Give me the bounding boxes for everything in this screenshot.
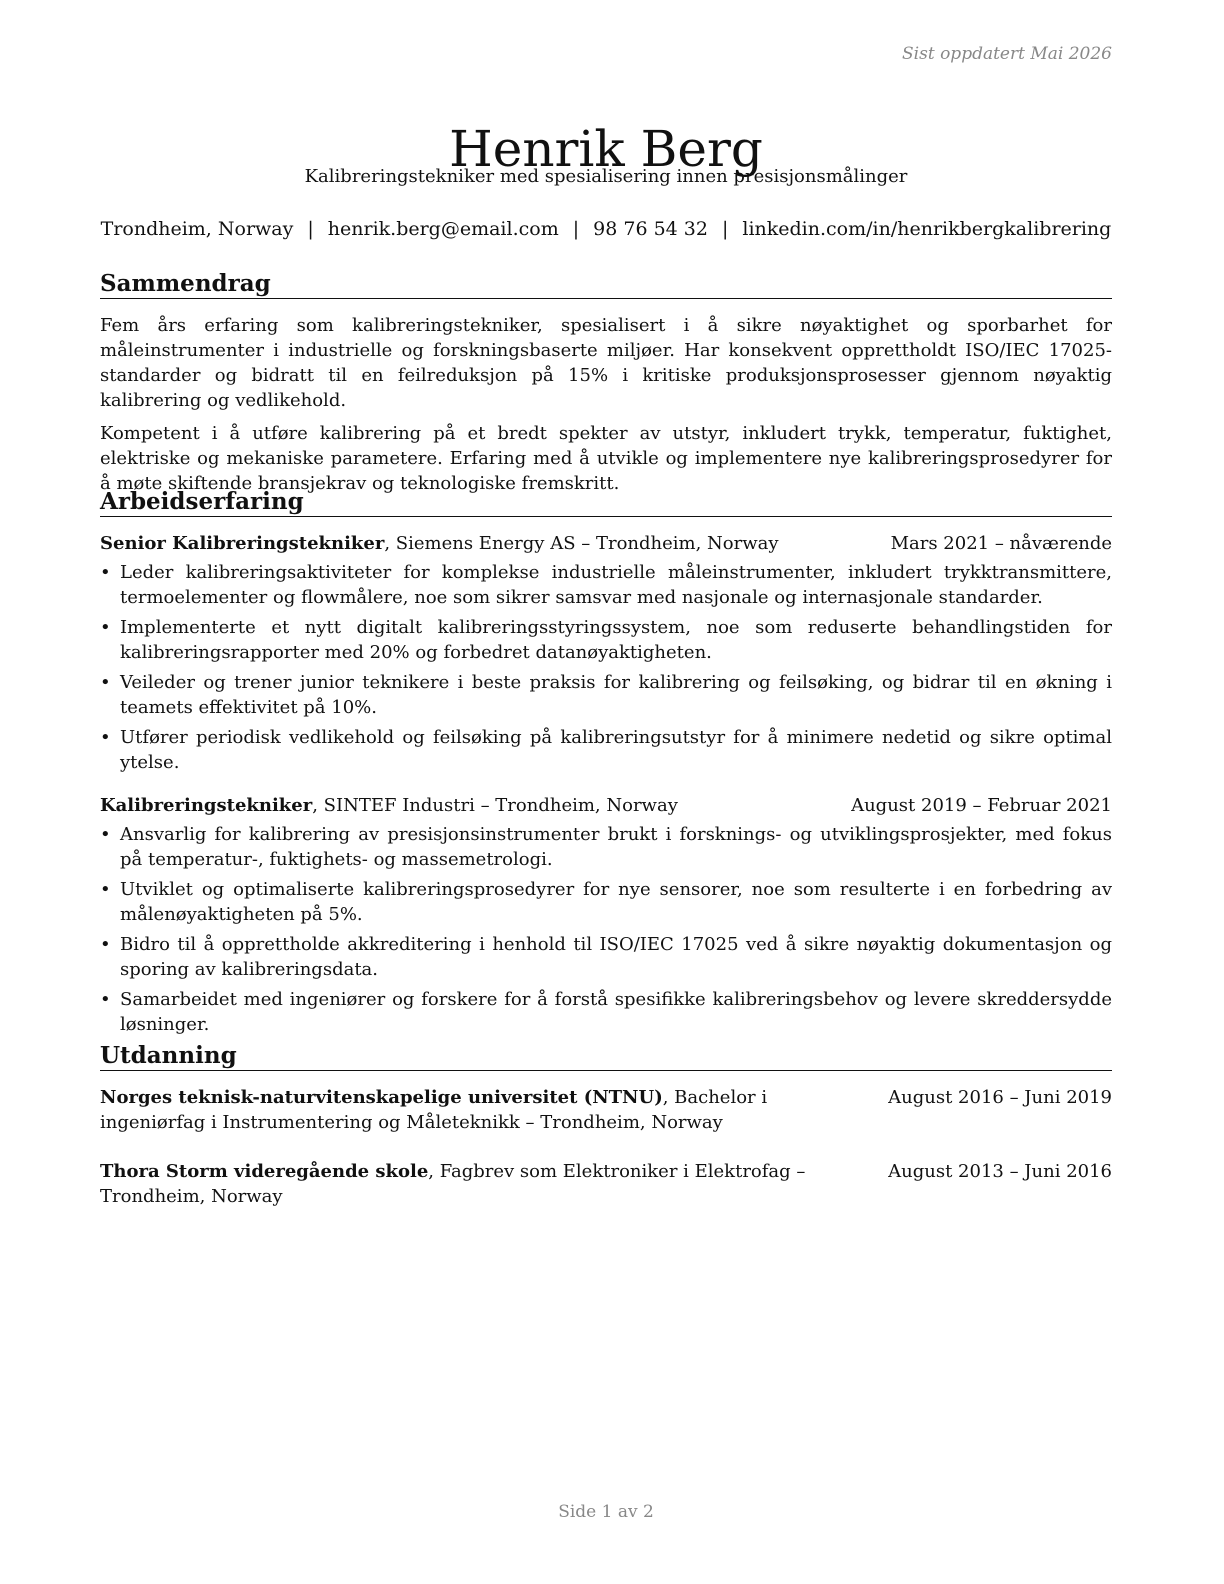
job-entry bbox=[100, 531, 1112, 775]
contact-separator: | bbox=[721, 218, 729, 240]
candidate-name: Henrik Berg bbox=[449, 119, 763, 178]
summary-section bbox=[100, 270, 1112, 496]
education-dates: August 2016 – Juni 2019 bbox=[888, 1087, 1112, 1108]
contact-email[interactable]: henrik.berg@email.com bbox=[327, 218, 559, 240]
job-header bbox=[100, 531, 1112, 556]
job-dates: August 2019 – Februar 2021 bbox=[851, 795, 1112, 816]
list-item: • Utfører periodisk vedlikehold og feilsøking på kalibreringsutstyr for å minimere nedetid og sikre optimal ytelse. bbox=[120, 725, 1112, 775]
job-org: , SINTEF Industri – Trondheim, Norway bbox=[312, 795, 678, 816]
experience-section bbox=[100, 488, 1112, 1042]
section-title-summary: Sammendrag bbox=[100, 270, 1112, 299]
education-entry bbox=[100, 1085, 1112, 1135]
job-role: Kalibreringstekniker bbox=[100, 795, 313, 816]
section-title-education: Utdanning bbox=[100, 1042, 1112, 1071]
job-title-line bbox=[100, 793, 851, 818]
headline: Kalibreringstekniker med spesialisering innen presisjonsmålinger bbox=[304, 166, 908, 187]
list-item: • Implementerte et nytt digitalt kalibreringsstyringssystem, noe som reduserte behandlingstiden for kalibreringsrapporter med 20% og forbedret datanøyaktigheten. bbox=[120, 615, 1112, 665]
list-item: • Samarbeidet med ingeniører og forskere for å forstå spesifikke kalibreringsbehov og levere skreddersydde løsninger. bbox=[120, 987, 1112, 1037]
contact-phone: 98 76 54 32 bbox=[593, 218, 708, 240]
list-item: • Bidro til å opprettholde akkreditering i henhold til ISO/IEC 17025 ved å sikre nøyaktig dokumentasjon og sporing av kalibreringsdata. bbox=[120, 932, 1112, 982]
section-title-experience: Arbeidserfaring bbox=[100, 488, 1112, 517]
job-title-line bbox=[100, 531, 891, 556]
education-title-line bbox=[100, 1159, 888, 1209]
last-updated: Sist oppdatert Mai 2026 bbox=[902, 44, 1112, 64]
summary-paragraph: Fem års erfaring som kalibreringstekniker, spesialisert i å sikre nøyaktighet og sporbarhet for måleinstrumenter i industrielle og forskningsbaserte miljøer. Har konsekvent opprettholdt ISO/IEC 17025-standarder og bidratt til en feilreduksjon på 15% i kritiske produksjonsprosesser gjennom nøyaktig kalibrering og vedlikehold. bbox=[100, 315, 1112, 411]
education-title-line bbox=[100, 1085, 888, 1135]
job-role: Senior Kalibreringstekniker bbox=[100, 533, 385, 554]
education-school: Thora Storm videregående skole bbox=[100, 1161, 429, 1182]
education-school: Norges teknisk-naturvitenskapelige universitet (NTNU) bbox=[100, 1087, 663, 1108]
education-dates: August 2013 – Juni 2016 bbox=[888, 1161, 1112, 1182]
list-item: • Ansvarlig for kalibrering av presisjonsinstrumenter brukt i forsknings- og utviklingsprosjekter, med fokus på temperatur-, fuktighets- og massemetrologi. bbox=[120, 822, 1112, 872]
list-item: • Utviklet og optimaliserte kalibreringsprosedyrer for nye sensorer, noe som resulterte i en forbedring av målenøyaktigheten på 5%. bbox=[120, 877, 1112, 927]
education-section bbox=[100, 1042, 1112, 1209]
list-item: • Veileder og trener junior teknikere i beste praksis for kalibrering og feilsøking, og bidrar til en økning i teamets effektivitet på 10%. bbox=[120, 670, 1112, 720]
contact-linkedin[interactable]: linkedin.com/in/henrikbergkalibrering bbox=[742, 218, 1112, 240]
job-bullets bbox=[100, 560, 1112, 775]
page-number: Side 1 av 2 bbox=[558, 1502, 654, 1522]
job-entry bbox=[100, 793, 1112, 1037]
job-dates: Mars 2021 – nåværende bbox=[890, 533, 1112, 554]
summary-paragraph: Kompetent i å utføre kalibrering på et bredt spekter av utstyr, inkludert trykk, temperatur, fuktighet, elektriske og mekaniske parametere. Erfaring med å utvikle og implementere nye kalibreringsprosedyrer for å møte skiftende bransjekrav og teknologiske fremskritt. bbox=[100, 423, 1112, 494]
list-item: • Leder kalibreringsaktiviteter for komplekse industrielle måleinstrumenter, inkludert trykktransmittere, termoelementer og flowmålere, noe som sikrer samsvar med nasjonale og internasjonale standarder. bbox=[120, 560, 1112, 610]
contact-separator: | bbox=[572, 218, 580, 240]
contact-line bbox=[100, 218, 1112, 240]
job-org: , Siemens Energy AS – Trondheim, Norway bbox=[384, 533, 779, 554]
education-entry bbox=[100, 1159, 1112, 1209]
education-detail: , Bachelor i ingeniørfag i Instrumentering og Måleteknikk – Trondheim, Norway bbox=[100, 1087, 768, 1133]
job-bullets bbox=[100, 822, 1112, 1037]
contact-location: Trondheim, Norway bbox=[100, 218, 294, 240]
contact-separator: | bbox=[307, 218, 314, 240]
job-header bbox=[100, 793, 1112, 818]
education-detail: , Fagbrev som Elektroniker i Elektrofag – Trondheim, Norway bbox=[100, 1161, 806, 1207]
